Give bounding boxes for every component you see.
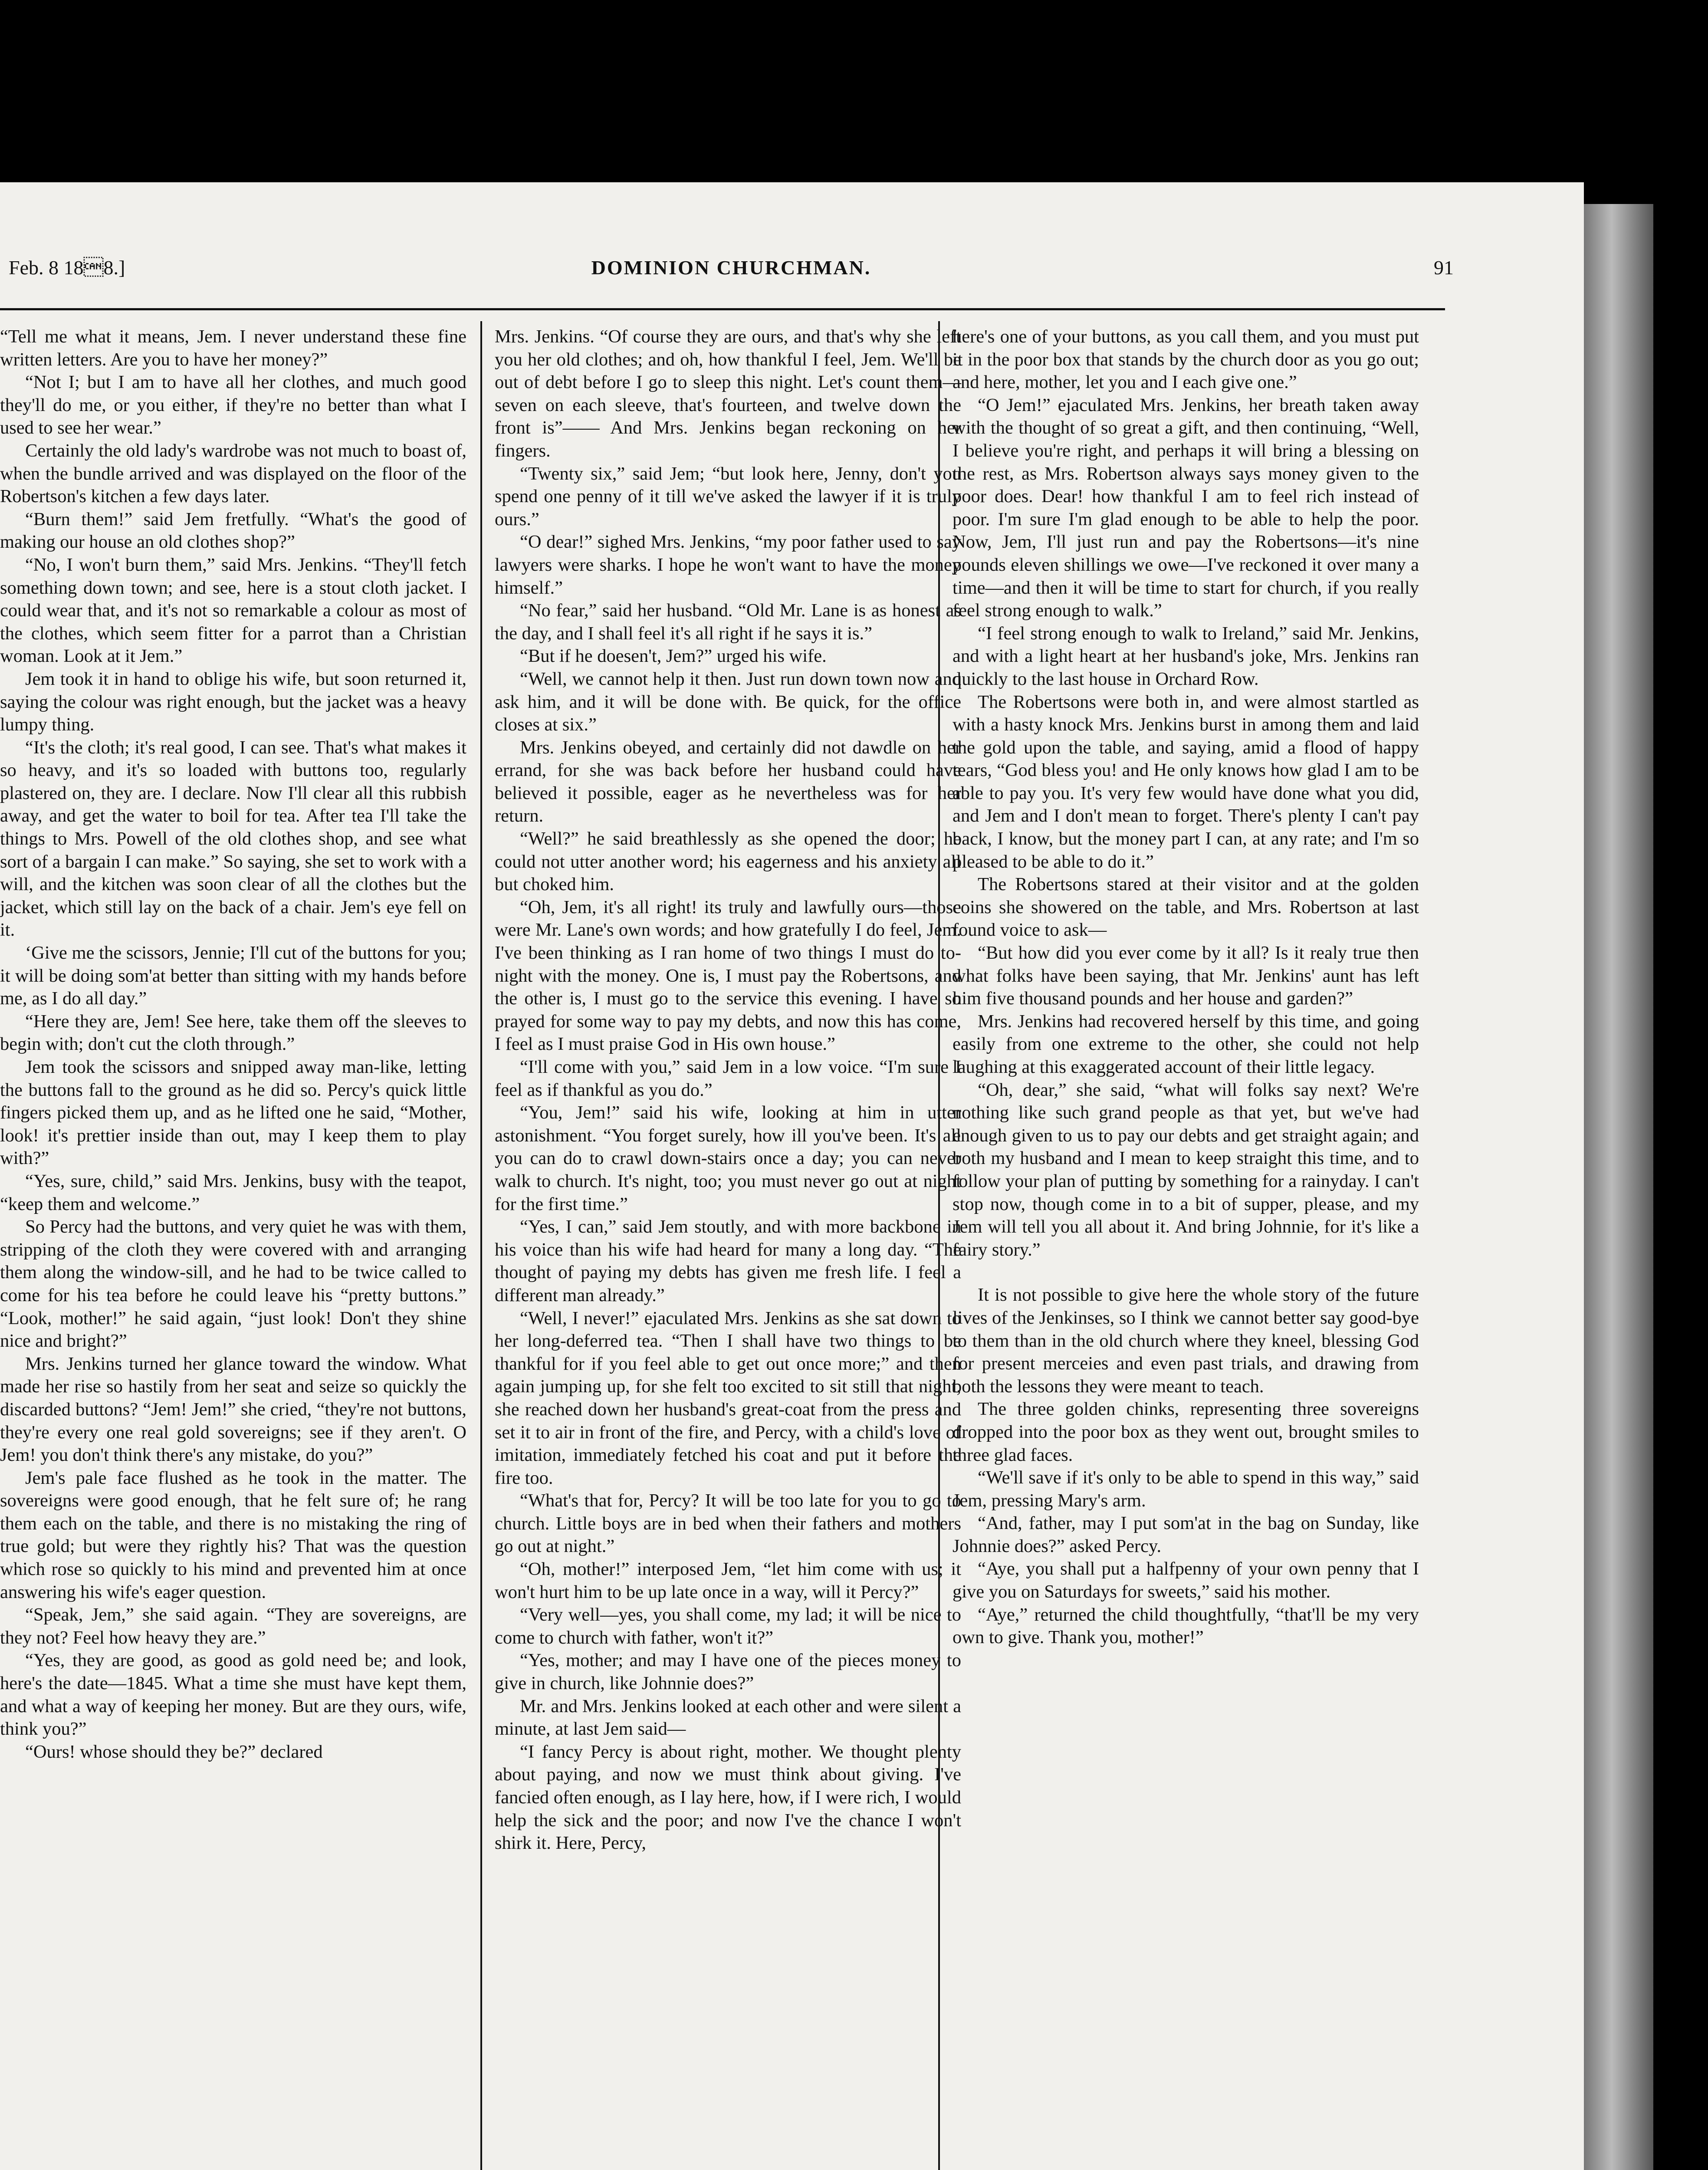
paragraph: “Oh, mother!” interposed Jem, “let him come with us; it won't hurt him to be up late once in a way, will it Percy?”	[495, 1559, 961, 1602]
paragraph: “Yes, I can,” said Jem stoutly, and with more backbone in his voice than his wife had heard for many a long day. “The thought of paying my debts has given me fresh life. I feel a different man already.”	[495, 1217, 961, 1305]
paragraph: “Oh, Jem, it's all right! its truly and lawfully ours—those were Mr. Lane's own words; and how gratefully I do feel, Jem. I've been thinking as I ran home of two things I must do to-night with the money. One is, I must pay the Robertsons, and the other is, I must go to the service this evening. I have so prayed for some way to pay my debts, and now this has come, I feel as I must praise God in His own house.”	[495, 897, 961, 1055]
paragraph: “Ours! whose should they be?” declared	[25, 1741, 323, 1762]
paragraph: Mrs. Jenkins turned her glance toward the window. What made her rise so hastily from her seat and seize so quickly the discarded buttons? “Jem! Jem!” she cried, “they're not buttons, they're every one real gold sovereigns; see if they aren't. O Jem! you don't think there's any mistake, do you?”	[0, 1353, 466, 1466]
paragraph: “Oh, dear,” she said, “what will folks say next? We're nothing like such grand people as that yet, but we've had enough given to us to pay our debts and get straight again; and both my husband and I mean to keep straight this time, and to follow your plan of putting by something for a rainyday. I can't stop now, though come in to a bit of supper, please, and my Jem will tell you all about it. And bring Johnnie, for it's like a fairy story.”	[953, 1079, 1419, 1260]
paragraph: Mr. and Mrs. Jenkins looked at each other and were silent a minute, at last Jem said—	[495, 1696, 961, 1739]
paragraph: It is not possible to give here the whole story of the future lives of the Jenkinses, so I think we cannot better say good-bye to them than in the old church where they kneel, blessing God for present merceies and even past trials, and drawing from both the lessons they were meant to teach.	[953, 1285, 1419, 1397]
column-3	[953, 326, 1419, 1649]
paragraph: “Not I; but I am to have all her clothes, and much good they'll do me, or you either, if they're no better than what I used to see her wear.”	[0, 372, 466, 438]
column-divider	[480, 321, 482, 2170]
header-rule	[0, 308, 1445, 310]
paragraph: Mrs. Jenkins had recovered herself by this time, and going easily from one extreme to the other, she could not help laughing at this exaggerated account of their little legacy.	[953, 1011, 1419, 1077]
paragraph: Certainly the old lady's wardrobe was not much to boast of, when the bundle arrived and was displayed on the floor of the Robertson's kitchen a few days later.	[0, 440, 466, 507]
paragraph: So Percy had the buttons, and very quiet he was with them, stripping of the cloth they were covered with and arranging them along the window-sill, and he had to be twice called to come for his tea before he could leave his “pretty buttons.” “Look, mother!” he said again, “just look! Don't they shine nice and bright?”	[0, 1217, 466, 1351]
paragraph: “Burn them!” said Jem fretfully. “What's the good of making our house an old clothes shop?”	[0, 509, 466, 552]
paragraph: Mrs. Jenkins. “Of course they are ours, and that's why she left you her old clothes; and oh, how thankful I feel, Jem. We'll be out of debt before I go to sleep this night. Let's count them—seven on each sleeve, that's fourteen, and twelve down the front is”—— And Mrs. Jenkins began reckoning on her fingers.	[495, 326, 961, 461]
paragraph: “But if he doesen't, Jem?” urged his wife.	[520, 646, 827, 667]
paragraph: ‘Give me the scissors, Jennie; I'll cut of the buttons for you; it will be doing som'at better than sitting with my hands before me, as I do all day.”	[0, 943, 466, 1009]
paragraph: “I feel strong enough to walk to Ireland,” said Mr. Jenkins, and with a light heart at her husband's joke, Mrs. Jenkins ran quickly to the last house in Orchard Row.	[953, 623, 1419, 689]
publication-title: DOMINION CHURCHMAN.	[591, 256, 871, 279]
paragraph: “Here they are, Jem! See here, take them off the sleeves to begin with; don't cut the cloth through.”	[0, 1011, 466, 1055]
paragraph: Mrs. Jenkins obeyed, and certainly did not dawdle on her errand, for she was back before her husband could have believed it possible, eager as he nevertheless was for her return.	[495, 737, 961, 826]
paragraph: “O Jem!” ejaculated Mrs. Jenkins, her breath taken away with the thought of so great a gift, and then continuing, “Well, I believe you're right, and perhaps it will bring a blessing on the rest, as Mrs. Robertson always says money given to the poor does. Dear! how thankful I am to feel rich instead of poor. I'm sure I'm glad enough to be able to help the poor. Now, Jem, I'll just run and pay the Robertsons—it's nine pounds eleven shillings we owe—I've reckoned it over many a time—and then it will be time to start for church, if you really feel strong enough to walk.”	[953, 395, 1419, 621]
paragraph: “No, I won't burn them,” said Mrs. Jenkins. “They'll fetch something down town; and see, here is a stout cloth jacket. I could wear that, and it's not so remarkable a colour as most of the clothes, which seem fitter for a parrot than a Christian woman. Look at it Jem.”	[0, 554, 466, 667]
paragraph: The Robertsons were both in, and were almost startled as with a hasty knock Mrs. Jenkins burst in among them and laid the gold upon the table, and saying, amid a flood of happy tears, “God bless you! and He only knows how glad I am to be able to pay you. It's very few would have done what you did, and Jem and I don't mean to forget. There's plenty I can't pay back, I know, but the money part I can, at any rate; and I'm so pleased to be able to do it.”	[953, 691, 1419, 872]
paragraph: “Well, I never!” ejaculated Mrs. Jenkins as she sat down to her long-deferred tea. “Then I shall have two things to be thankful for if you feel able to get out once more;” and then again jumping up, for she felt too excited to sit still that night, she reached down her husband's great-coat from the press and set it to air in front of the fire, and Percy, with a child's love of imitation, immediately fetched his coat and put it before the fire too.	[495, 1308, 961, 1488]
paragraph: Jem took the scissors and snipped away man-like, letting the buttons fall to the ground as he did so. Percy's quick little fingers picked them up, and as he lifted one he said, “Mother, look! it's prettier inside than out, may I keep them to play with?”	[0, 1057, 466, 1169]
paragraph: “Very well—yes, you shall come, my lad; it will be nice to come to church with father, won't it?”	[495, 1604, 961, 1648]
paragraph: The three golden chinks, representing three sovereigns dropped into the poor box as they went out, brought smiles to three glad faces.	[953, 1399, 1419, 1465]
paragraph: “Yes, mother; and may I have one of the pieces money to give in church, like Johnnie does?”	[495, 1650, 961, 1694]
column-2	[495, 326, 961, 1855]
paragraph: “No fear,” said her husband. “Old Mr. Lane is as honest as the day, and I shall feel it's all right if he says it is.”	[495, 600, 961, 644]
paragraph: “You, Jem!” said his wife, looking at him in utter astonishment. “You forget surely, how ill you've been. It's all you can do to crawl down-stairs once a day; you can never walk to church. It's night, too; you must never go out at night for the first time.”	[495, 1102, 961, 1214]
paragraph: “Tell me what it means, Jem. I never understand these fine written letters. Are you to have her money?”	[0, 326, 466, 370]
paragraph: “It's the cloth; it's real good, I can see. That's what makes it so heavy, and it's so loaded with buttons too, regularly plastered on, they are. I declare. Now I'll clear all this rubbish away, and get the water to boil for tea. After tea I'll take the things to Mrs. Powell of the old clothes shop, and see what sort of a bargain I can make.” So saying, she set to work with a will, and the kitchen was soon clear of all the clothes but the jacket, which still lay on the back of a chair. Jem's eye fell on it.	[0, 737, 466, 940]
paragraph: Jem's pale face flushed as he took in the matter. The sovereigns were good enough, that he felt sure of; he rang them each on the table, and there is no mistaking the ring of true gold; but were they rightly his? That was the question which rose so quickly to his mind and prevented him at once answering his wife's eager question.	[0, 1467, 466, 1602]
paragraph: “Speak, Jem,” she said again. “They are sovereigns, are they not? Feel how heavy they are.”	[0, 1604, 466, 1648]
issue-date: Feb. 8 188.]	[9, 256, 125, 279]
column-1	[0, 326, 466, 1763]
paragraph: The Robertsons stared at their visitor and at the golden coins she showered on the table, and Mrs. Robertson at last found voice to ask—	[953, 874, 1419, 940]
paragraph: “And, father, may I put som'at in the bag on Sunday, like Johnnie does?” asked Percy.	[953, 1513, 1419, 1556]
paragraph: “What's that for, Percy? It will be too late for you to go to church. Little boys are in bed when their fathers and mothers go out at night.”	[495, 1490, 961, 1557]
paragraph: “I fancy Percy is about right, mother. We thought plenty about paying, and now we must think about giving. I've fancied often enough, as I lay here, how, if I were rich, I would help the sick and the poor; and now I've the chance I won't shirk it. Here, Percy,	[495, 1741, 961, 1854]
paragraph: “Twenty six,” said Jem; “but look here, Jenny, don't you spend one penny of it till we've asked the lawyer if it is truly ours.”	[495, 463, 961, 529]
paragraph: here's one of your buttons, as you call them, and you must put it in the poor box that stands by the church door as you go out; and here, mother, let you and I each give one.”	[953, 326, 1419, 393]
paragraph: “We'll save if it's only to be able to spend in this way,” said Jem, pressing Mary's arm.	[953, 1467, 1419, 1511]
paragraph: “Aye,” returned the child thoughtfully, “that'll be my very own to give. Thank you, mother!”	[953, 1604, 1419, 1648]
page-edge	[1584, 204, 1653, 2170]
paragraph: Jem took it in hand to oblige his wife, but soon returned it, saying the colour was right enough, but the jacket was a heavy lumpy thing.	[0, 668, 466, 735]
paragraph: “Aye, you shall put a halfpenny of your own penny that I give you on Saturdays for sweets,” said his mother.	[953, 1558, 1419, 1602]
paragraph: “Well?” he said breathlessly as she opened the door; he could not utter another word; his eagerness and his anxiety all but choked him.	[495, 829, 961, 895]
paragraph: “But how did you ever come by it all? Is it realy true then what folks have been saying, that Mr. Jenkins' aunt has left him five thousand pounds and her house and garden?”	[953, 943, 1419, 1009]
page-header	[9, 256, 1454, 291]
paragraph: “Yes, sure, child,” said Mrs. Jenkins, busy with the teapot, “keep them and welcome.”	[0, 1170, 466, 1214]
paragraph: “Yes, they are good, as good as gold need be; and look, here's the date—1845. What a time she must have kept them, and what a way of keeping her money. But are they ours, wife, think you?”	[0, 1650, 466, 1739]
page-number: 91	[1434, 256, 1454, 279]
newspaper-page	[0, 182, 1584, 2170]
paragraph: “Well, we cannot help it then. Just run down town now and ask him, and it will be done with. Be quick, for the office closes at six.”	[495, 668, 961, 735]
paragraph: “I'll come with you,” said Jem in a low voice. “I'm sure I feel as if thankful as you do.”	[495, 1057, 961, 1100]
paragraph: “O dear!” sighed Mrs. Jenkins, “my poor father used to say lawyers were sharks. I hope he won't want to have the money himself.”	[495, 532, 961, 598]
